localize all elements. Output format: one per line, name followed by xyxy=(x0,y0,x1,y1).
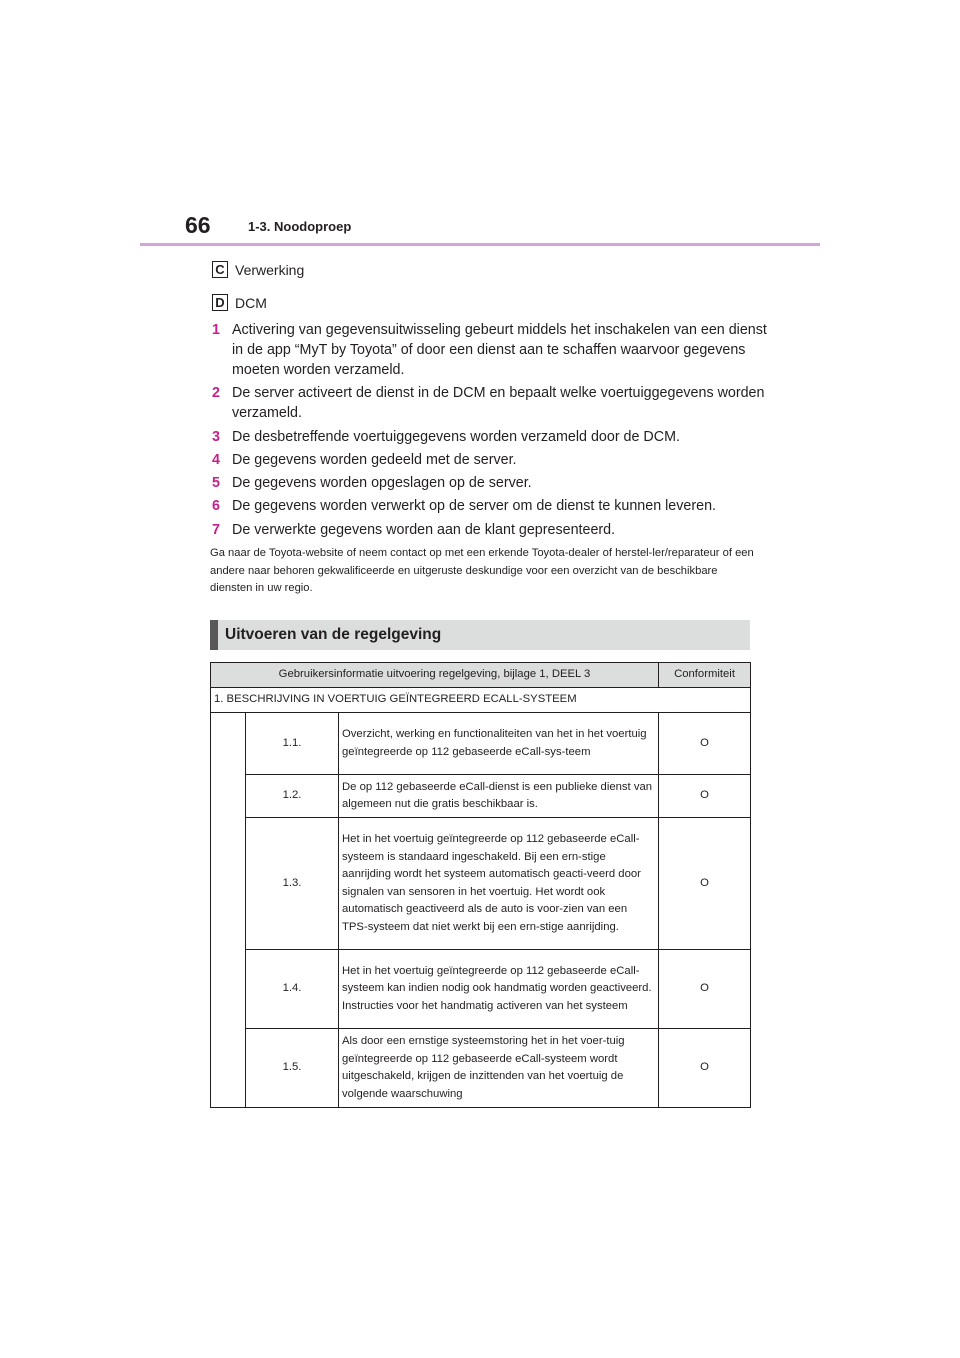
section-heading-text: Uitvoeren van de regelgeving xyxy=(225,626,442,643)
row-number: 1.1. xyxy=(246,713,339,775)
info-note: Ga naar de Toyota-website of neem contact op met een erkende Toyota-dealer of herstel-ler/reparateur of een andere naar behoren gekwalificeerde en uitgeruste deskundige voor een overzicht van de beschikbare diensten in uw regio. xyxy=(210,547,754,594)
labeled-item-c xyxy=(212,261,304,278)
row-description: Het in het voertuig geïntegreerde op 112 gebaseerde eCall-systeem kan indien nodig ook handmatig worden geactiveerd. Instructies voor het handmatig activeren van het systeem xyxy=(339,950,659,1029)
row-description: Overzicht, werking en functionaliteiten van het in het voertuig geïntegreerde op 112 gebaseerde eCall-sys-teem xyxy=(339,713,659,775)
step-text: Activering van gegevensuitwisseling gebeurt middels het inschakelen van een dienst in de app “MyT by Toyota” of door een dienst aan te schaffen waarvoor gegevens moeten worden verzameld. xyxy=(232,322,767,378)
header-divider xyxy=(140,243,820,246)
letter-box: D xyxy=(212,294,228,311)
row-conformity: O xyxy=(659,1029,751,1108)
table-row xyxy=(211,775,751,818)
row-number: 1.2. xyxy=(246,775,339,818)
regulation-table xyxy=(210,662,751,1108)
step-text: De verwerkte gegevens worden aan de klant gepresenteerd. xyxy=(232,521,616,538)
step-item xyxy=(212,473,772,493)
letter-box: C xyxy=(212,261,228,278)
labeled-item-text: Verwerking xyxy=(235,261,305,278)
step-number: 1 xyxy=(212,322,220,338)
step-text: De gegevens worden verwerkt op de server om de dienst te kunnen leveren. xyxy=(232,498,716,515)
row-conformity: O xyxy=(659,775,751,818)
step-number: 7 xyxy=(212,521,220,538)
table-header-row xyxy=(211,663,751,688)
section-label: 1-3. Noodoproep xyxy=(248,219,352,234)
step-text: De server activeert de dienst in de DCM en bepaalt welke voertuiggegevens worden verzameld. xyxy=(232,385,765,422)
page-number: 66 xyxy=(185,212,211,238)
row-description: Als door een ernstige systeemstoring het in het voer-tuig geïntegreerde op 112 gebaseerde eCall-systeem wordt uitgeschakeld, krijgen de inzittenden van het voertuig de volgende waarschuwing xyxy=(339,1029,659,1108)
step-number: 4 xyxy=(212,451,220,468)
labeled-item-text: DCM xyxy=(235,294,267,311)
row-number: 1.5. xyxy=(246,1029,339,1108)
section-heading xyxy=(210,620,750,650)
step-text: De gegevens worden gedeeld met de server. xyxy=(232,451,517,468)
labeled-item-d xyxy=(212,294,267,311)
table-row xyxy=(211,950,751,1029)
row-conformity: O xyxy=(659,950,751,1029)
step-item xyxy=(212,520,772,540)
row-conformity: O xyxy=(659,713,751,775)
step-text: De desbetreffende voertuiggegevens worden verzameld door de DCM. xyxy=(232,428,680,445)
table-row xyxy=(211,1029,751,1108)
step-number: 5 xyxy=(212,475,220,492)
table-row xyxy=(211,818,751,950)
table-row xyxy=(211,713,751,775)
table-header-conformity: Conformiteit xyxy=(659,663,751,688)
process-steps xyxy=(212,320,772,543)
row-conformity: O xyxy=(659,818,751,950)
step-number: 3 xyxy=(212,428,220,445)
table-group-title: 1. BESCHRIJVING IN VOERTUIG GEÏNTEGREERD ECALL-SYSTEEM xyxy=(211,688,751,713)
row-number: 1.4. xyxy=(246,950,339,1029)
step-number: 2 xyxy=(212,385,220,402)
row-number: 1.3. xyxy=(246,818,339,950)
row-description: Het in het voertuig geïntegreerde op 112 gebaseerde eCall-systeem is standaard ingeschakeld. Bij een ern-stige aanrijding wordt het systeem automatisch geacti-veerd door signalen van sensoren in het voertuig. Het wordt ook automatisch geactiveerd als de auto is voor-zien van een TPS-systeem dat niet werkt bij een ern-stige aanrijding. xyxy=(339,818,659,950)
step-item xyxy=(212,320,772,380)
table-header-info: Gebruikersinformatie uitvoering regelgeving, bijlage 1, DEEL 3 xyxy=(211,663,659,688)
step-item xyxy=(212,383,772,423)
step-number: 6 xyxy=(212,498,220,515)
step-item xyxy=(212,427,772,447)
table-group-row xyxy=(211,688,751,713)
step-item xyxy=(212,450,772,470)
step-text: De gegevens worden opgeslagen op de server. xyxy=(232,475,532,492)
indent-cell xyxy=(211,713,246,1108)
row-description: De op 112 gebaseerde eCall-dienst is een publieke dienst van algemeen nut die gratis beschikbaar is. xyxy=(339,775,659,818)
step-item xyxy=(212,496,772,516)
